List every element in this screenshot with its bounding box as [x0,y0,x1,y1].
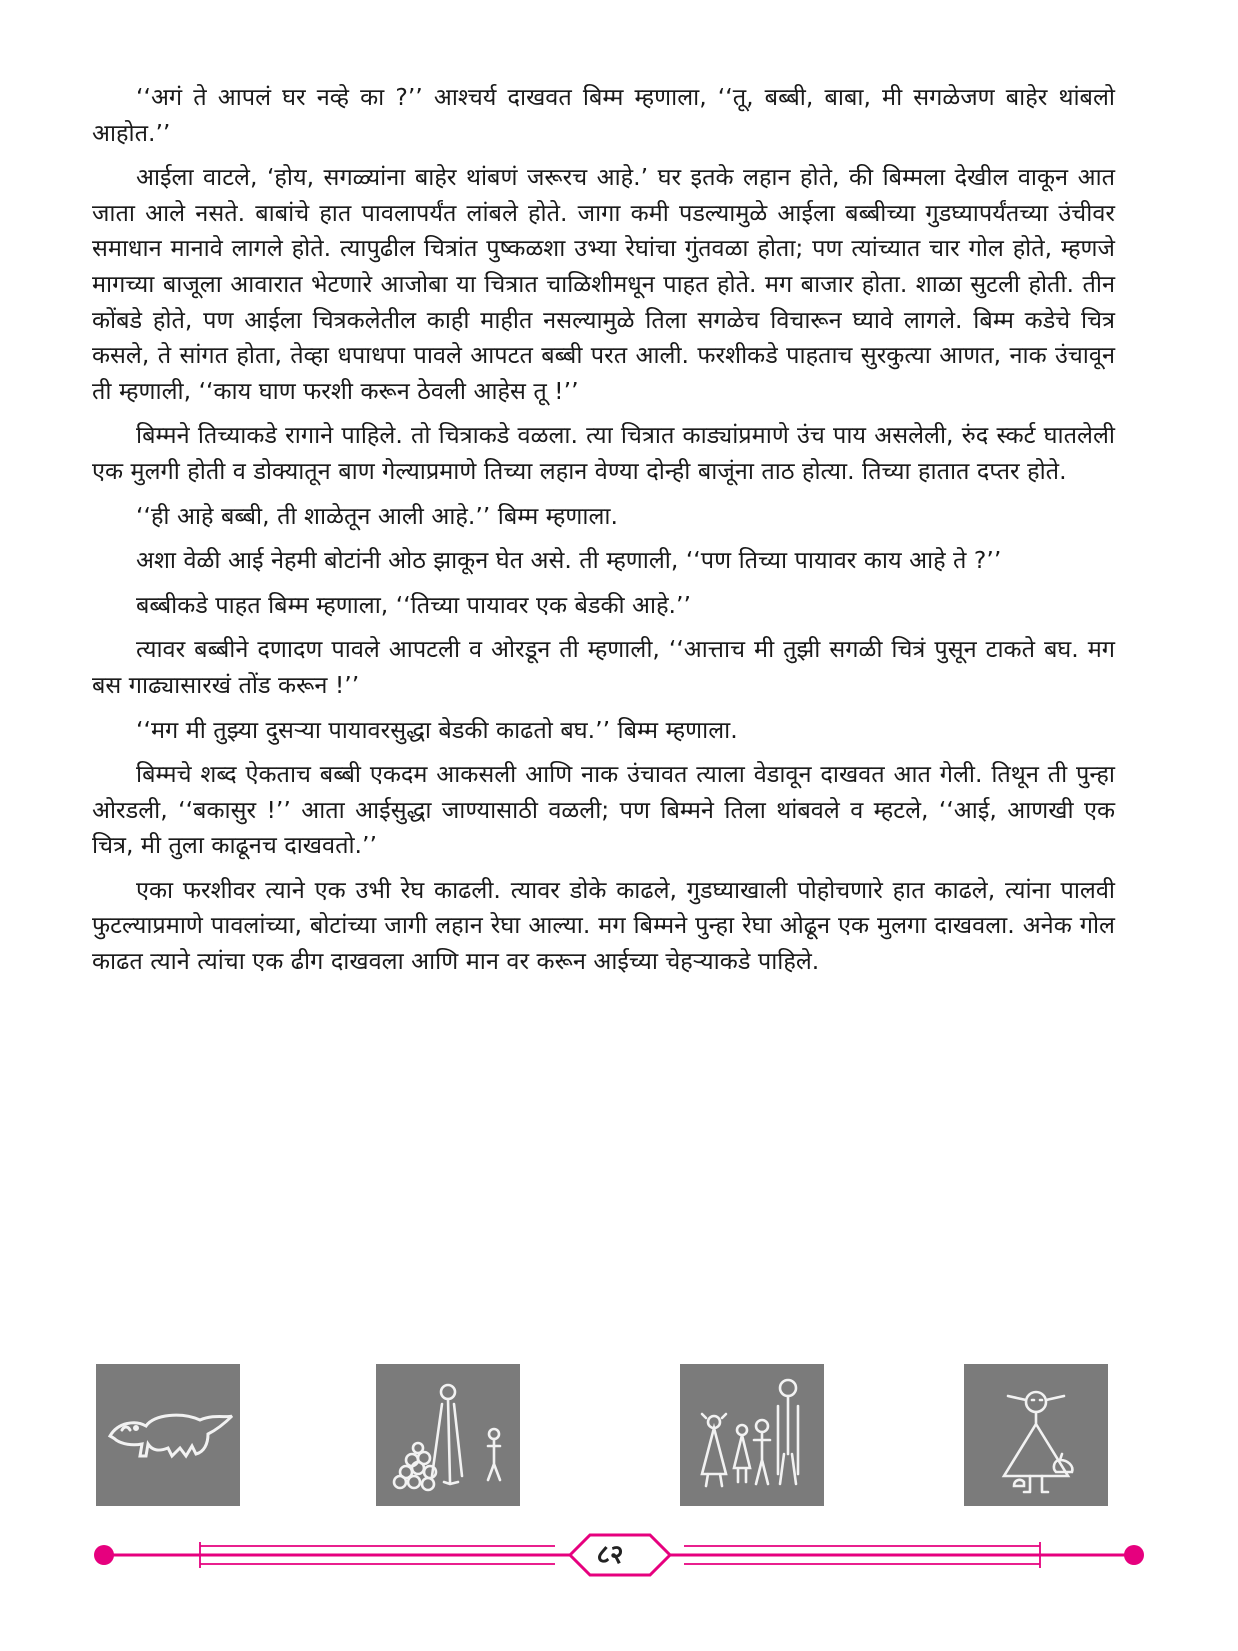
paragraph: ‘‘मग मी तुझ्या दुसऱ्या पायावरसुद्धा बेडकी काढतो बघ.’’ बिम्म म्हणाला. [136,715,738,744]
page-footer [0,1525,1238,1585]
family-drawing [680,1364,824,1506]
text-body [92,80,1115,989]
paragraph: अशा वेळी आई नेहमी बोटांनी ओठ झाकून घेत असे. ती म्हणाली, ‘‘पण तिच्या पायावर काय आहे ते ?’’ [136,546,1002,575]
paragraph: बिम्मचे शब्द ऐकताच बब्बी एकदम आकसली आणि नाक उंचावत त्याला वेडावून दाखवत आत गेली. तिथून ती पुन्हा ओरडली, ‘‘बकासुर !’’ आता आईसुद्धा जाण्यासाठी वळली; पण बिम्मने तिला थांबवले व म्हटले, ‘‘आई, आणखी एक चित्र, मी तुला काढूनच दाखवतो.’’ [92,760,1115,860]
paragraph: ‘‘अगं ते आपलं घर नव्हे का ?’’ आश्चर्य दाखवत बिम्म म्हणाला, ‘‘तू, बब्बी, बाबा, मी सगळेजण बाहेर थांबलो आहोत.’’ [92,83,1115,147]
paragraph: बिम्मने तिच्याकडे रागाने पाहिले. तो चित्राकडे वळला. त्या चित्रात काड्यांप्रमाणे उंच पाय असलेली, रुंद स्कर्ट घातलेली एक मुलगी होती व डोक्यातून बाण गेल्याप्रमाणे तिच्या लहान वेण्या दोन्ही बाजूंना ताठ होत्या. तिच्या हातात दप्तर होते. [92,421,1115,485]
paragraph: त्यावर बब्बीने दणादण पावले आपटली व ओरडून ती म्हणाली, ‘‘आत्ताच मी तुझी सगळी चित्रं पुसून टाकते बघ. मग बस गाढ्यासारखं तोंड करून !’’ [92,635,1115,699]
paragraph: बब्बीकडे पाहत बिम्म म्हणाला, ‘‘तिच्या पायावर एक बेडकी आहे.’’ [136,590,691,619]
babbi-drawing [964,1364,1108,1506]
page-number: ८२ [596,1540,624,1570]
chalk-drawings-row [0,1364,1238,1514]
paragraph: ‘‘ही आहे बब्बी, ती शाळेतून आली आहे.’’ बिम्म म्हणाला. [136,501,618,530]
paragraph: आईला वाटले, ‘होय, सगळ्यांना बाहेर थांबणं जरूरच आहे.’ घर इतके लहान होते, की बिम्मला देखील वाकून आत जाता आले नसते. बाबांचे हात पावलापर्यंत लांबले होते. जागा कमी पडल्यामुळे आईला बब्बीच्या गुडघ्यापर्यंतच्या उंचीवर समाधान मानावे लागले होते. त्यापुढील चित्रांत पुष्कळशा उभ्या रेघांचा गुंतवळा होता; पण त्यांच्यात चार गोल होते, म्हणजे मागच्या बाजूला आवारात भेटणारे आजोबा या चित्रात चाळिशीमधून पाहत होते. मग बाजार होता. शाळा सुटली होती. तीन कोंबडे होते, पण आईला चित्रकलेतील काही माहीत नसल्यामुळे तिला सगळेच विचारून घ्यावे लागले. बिम्म कडेचे चित्र कसले, ते सांगत होता, तेव्हा धपाधपा पावले आपटत बब्बी परत आली. फरशीकडे पाहताच सुरकुत्या आणत, नाक उंचावून ती म्हणाली, ‘‘काय घाण फरशी करून ठेवली आहेस तू !’’ [92,163,1115,405]
elephant-drawing [96,1364,240,1506]
paragraph: एका फरशीवर त्याने एक उभी रेघ काढली. त्यावर डोके काढले, गुडघ्याखाली पोहोचणारे हात काढले, त्यांना पालवी फुटल्याप्रमाणे पावलांच्या, बोटांच्या जागी लहान रेघा आल्या. मग बिम्मने पुन्हा रेघा ओढून एक मुलगा दाखवला. अनेक गोल काढत त्याने त्यांचा एक ढीग दाखवला आणि मान वर करून आईच्या चेहऱ्याकडे पाहिले. [92,875,1115,976]
grandfather-drawing [376,1364,520,1506]
